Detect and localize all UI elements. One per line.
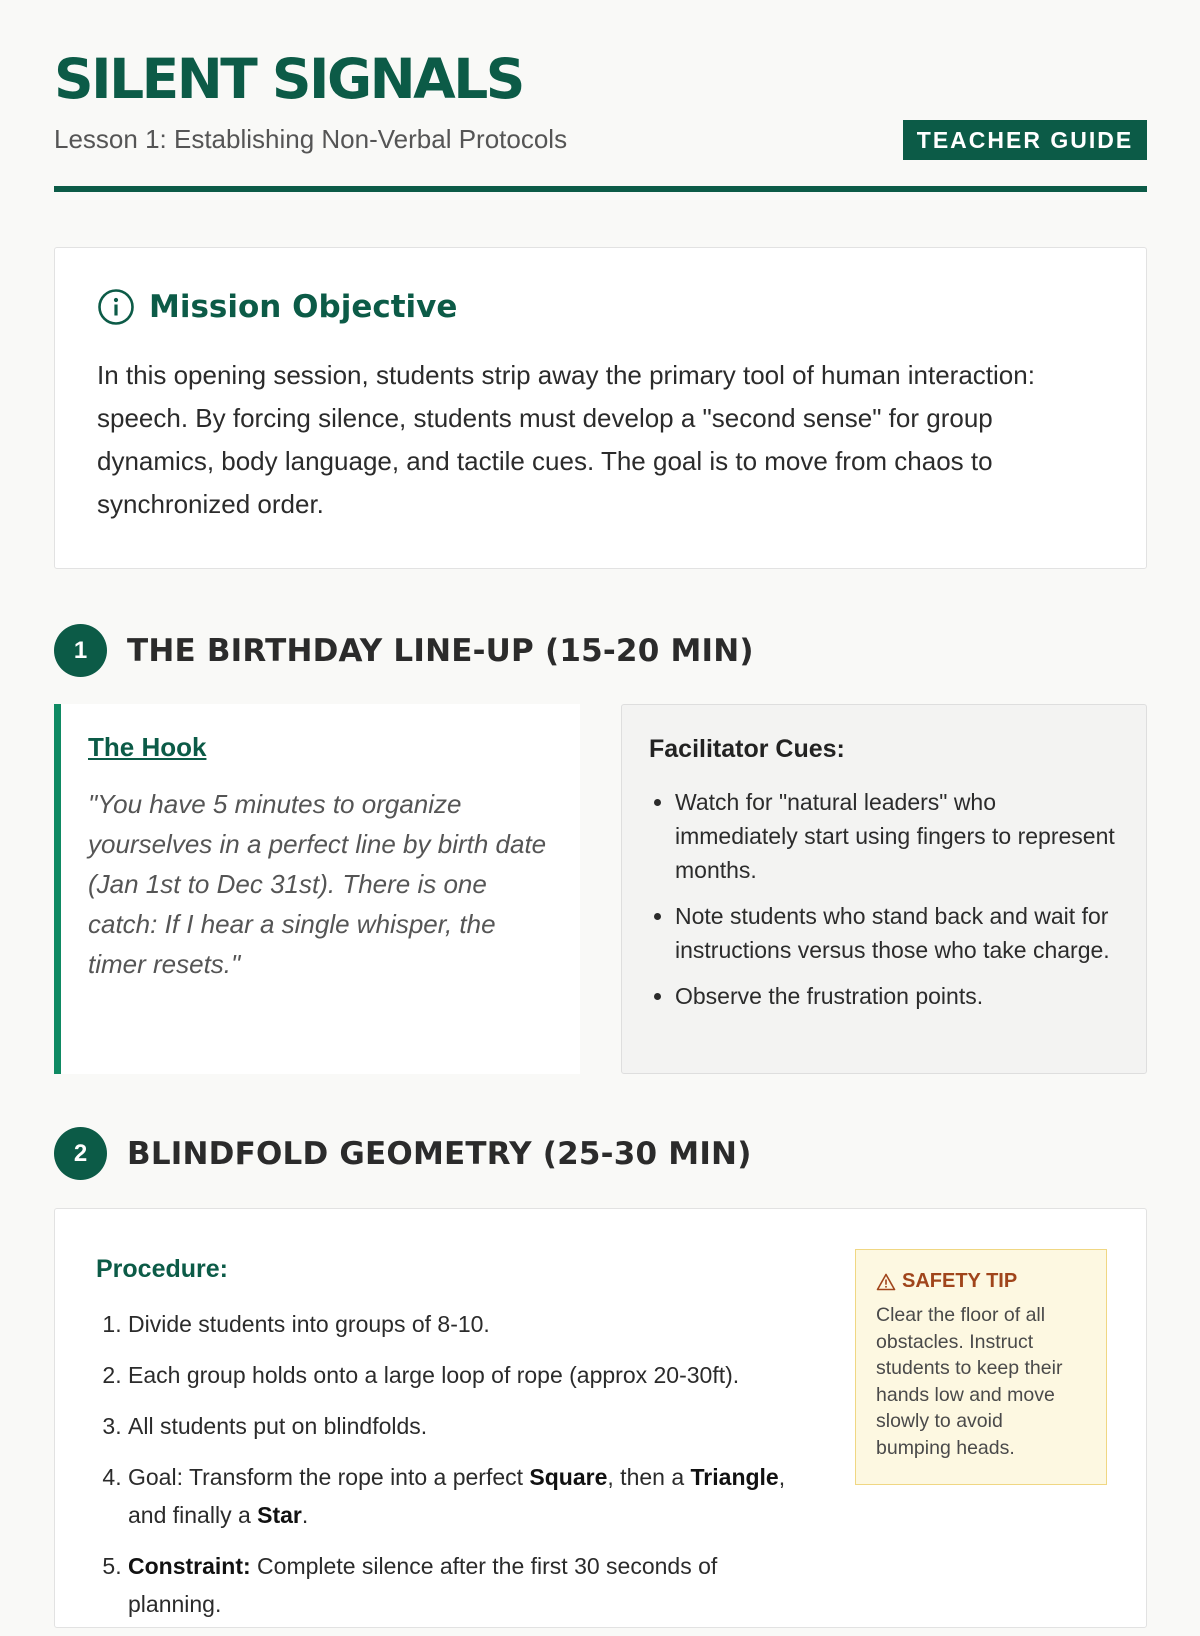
list-item: 2. Each group holds onto a large loop of rope (approx 20-30ft). [128,1356,788,1394]
teacher-guide-badge: TEACHER GUIDE [903,120,1147,160]
header-divider [54,186,1147,192]
list-item: • Observe the frustration points. [675,979,1125,1013]
safety-tip-text: Clear the floor of all obstacles. Instruct students to keep their hands low and move slowly to avoid bumping heads. [876,1304,1063,1459]
mission-objective-card [54,247,1147,569]
list-item: • Note students who stand back and wait for instructions versus those who take charge. [675,899,1125,967]
page-title: SILENT SIGNALS [54,47,523,111]
section-heading-2 [54,1127,752,1180]
section-number-1: 1 [54,624,107,677]
list-item: 3. All students put on blindfolds. [128,1407,788,1445]
section-title-1: THE BIRTHDAY LINE-UP (15-20 MIN) [127,632,754,669]
hook-title: The Hook [88,732,207,762]
hook-quote: "You have 5 minutes to organize yourselves in a perfect line by birth date (Jan 1st to Dec 31st). There is one catch: If I hear a single whisper, the timer resets." [88,789,547,979]
list-item [128,1547,788,1623]
section-number-2: 2 [54,1127,107,1180]
hook-card [54,704,580,1074]
page-subtitle: Lesson 1: Establishing Non-Verbal Protocols [54,124,568,154]
procedure-card [54,1208,1147,1628]
objective-heading [97,288,457,326]
shape-star: Star [257,1502,302,1528]
warning-icon [876,1273,902,1291]
lesson-page [54,0,1147,1617]
safety-tip-heading [876,1270,1017,1293]
safety-tip-title: SAFETY TIP [902,1270,1018,1292]
section-heading-1 [54,624,754,677]
objective-title: Mission Objective [149,289,458,325]
shape-square: Square [529,1464,608,1490]
cues-list [649,785,1125,1025]
list-item [128,1458,788,1534]
safety-tip-box [855,1249,1107,1485]
list-item: 1. Divide students into groups of 8-10. [128,1305,788,1343]
step-text: Goal: Transform the rope into a perfect [128,1464,530,1490]
objective-text: In this opening session, students strip away the primary tool of human interaction: speech. By forcing silence, students must develop a "second sense" for group dynamics, body language, and tactile cues. The goal is to move from chaos to synchronized order. [97,360,1035,519]
step-text: , and finally a [128,1464,786,1528]
step-text: . [301,1502,309,1528]
facilitator-cues-card [621,704,1147,1074]
info-icon [97,288,135,326]
procedure-list [96,1305,788,1636]
shape-triangle: Triangle [690,1464,779,1490]
cues-title: Facilitator Cues: [649,735,845,763]
section-title-2: BLINDFOLD GEOMETRY (25-30 MIN) [127,1135,752,1172]
procedure-title: Procedure: [96,1255,228,1283]
constraint-label: Constraint: [128,1553,251,1579]
list-item: • Watch for "natural leaders" who immediately start using fingers to represent months. [675,785,1125,887]
step-text: Complete silence after the first 30 seconds of planning. [128,1553,718,1617]
step-text: , then a [607,1464,691,1490]
page-header [54,0,1147,195]
